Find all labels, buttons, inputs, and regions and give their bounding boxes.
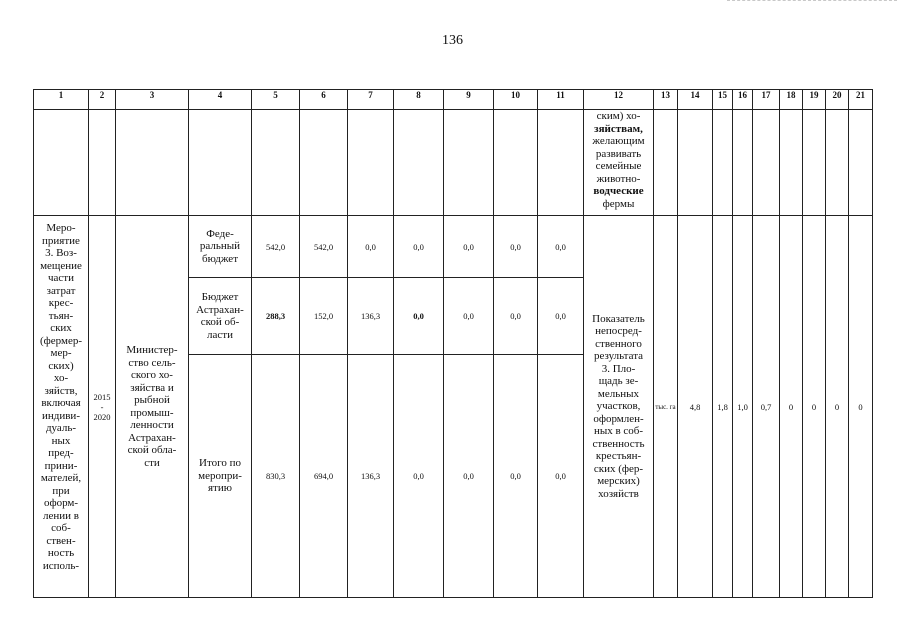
value-cell: 0,0 — [348, 216, 394, 278]
period-cell: 2015 - 2020 — [89, 216, 116, 598]
col-number: 18 — [780, 90, 803, 110]
indicator-value-cell: 0,7 — [753, 216, 780, 598]
value-cell: 830,3 — [252, 355, 300, 598]
funding-source-cell: Бюджет Астрахан- ской об- ласти — [189, 278, 252, 355]
indicator-cell: Показатель непосред- ственного результата 3. Пло- щадь зе- мельных участков, оформлен- ных в соб- ственность крестьян- ских (фер- мерских) хозяйств — [584, 216, 654, 598]
col-number: 19 — [803, 90, 826, 110]
value-cell: 542,0 — [252, 216, 300, 278]
col-number: 10 — [494, 90, 538, 110]
value-cell: 0,0 — [494, 216, 538, 278]
col-number: 20 — [826, 90, 849, 110]
indicator-value-cell: 1,8 — [713, 216, 733, 598]
col-number: 7 — [348, 90, 394, 110]
value-cell: 0,0 — [444, 278, 494, 355]
value-cell: 0,0 — [538, 278, 584, 355]
value-cell: 0,0 — [394, 216, 444, 278]
value-cell: 136,3 — [348, 278, 394, 355]
col-number: 1 — [34, 90, 89, 110]
indicator-value-cell: 0 — [780, 216, 803, 598]
col-number: 11 — [538, 90, 584, 110]
col-number: 13 — [654, 90, 678, 110]
value-cell: 136,3 — [348, 355, 394, 598]
col-number: 14 — [678, 90, 713, 110]
indicator-continuation-cell: ским) хо- зяйствам, желающим развивать семейные животно- водческие фермы — [584, 110, 654, 216]
col-number: 17 — [753, 90, 780, 110]
col-number: 15 — [713, 90, 733, 110]
col-number: 9 — [444, 90, 494, 110]
col-number: 8 — [394, 90, 444, 110]
scan-artifact — [727, 0, 897, 4]
indicator-value-cell: 0 — [849, 216, 873, 598]
col-number: 5 — [252, 90, 300, 110]
measure-name-cell: Меро- приятие 3. Воз- мещение части затрат крес- тьян- ских (фермер- мер- ских) хо- зяйств, включая индиви- дуаль- ных пред- прини- мателей, при оформ- лении в соб- ствен- ность исполь- — [34, 216, 89, 598]
column-number-row — [34, 90, 873, 110]
indicator-value-cell: 4,8 — [678, 216, 713, 598]
indicator-value-cell: 0 — [826, 216, 849, 598]
value-cell: 542,0 — [300, 216, 348, 278]
unit-cell: тыс. га — [654, 216, 678, 598]
col-number: 21 — [849, 90, 873, 110]
value-cell: 0,0 — [394, 355, 444, 598]
col-number: 2 — [89, 90, 116, 110]
page-number: 136 — [442, 33, 463, 48]
col-number: 3 — [116, 90, 189, 110]
value-cell: 0,0 — [444, 355, 494, 598]
value-cell: 288,3 — [252, 278, 300, 355]
col-number: 12 — [584, 90, 654, 110]
value-cell: 0,0 — [394, 278, 444, 355]
value-cell: 0,0 — [538, 355, 584, 598]
col-number: 16 — [733, 90, 753, 110]
col-number: 6 — [300, 90, 348, 110]
executor-cell: Министер- ство сель- ского хо- зяйства и рыбной промыш- ленности Астрахан- ской обла- сти — [116, 216, 189, 598]
program-table — [33, 89, 873, 598]
value-cell: 0,0 — [444, 216, 494, 278]
indicator-value-cell: 0 — [803, 216, 826, 598]
value-cell: 0,0 — [494, 278, 538, 355]
value-cell: 0,0 — [494, 355, 538, 598]
continuation-row — [34, 110, 873, 216]
funding-source-cell: Итого по меропри- ятию — [189, 355, 252, 598]
value-cell: 0,0 — [538, 216, 584, 278]
value-cell: 152,0 — [300, 278, 348, 355]
funding-source-cell: Феде- ральный бюджет — [189, 216, 252, 278]
indicator-value-cell: 1,0 — [733, 216, 753, 598]
col-number: 4 — [189, 90, 252, 110]
measure-row-federal — [34, 216, 873, 278]
value-cell: 694,0 — [300, 355, 348, 598]
